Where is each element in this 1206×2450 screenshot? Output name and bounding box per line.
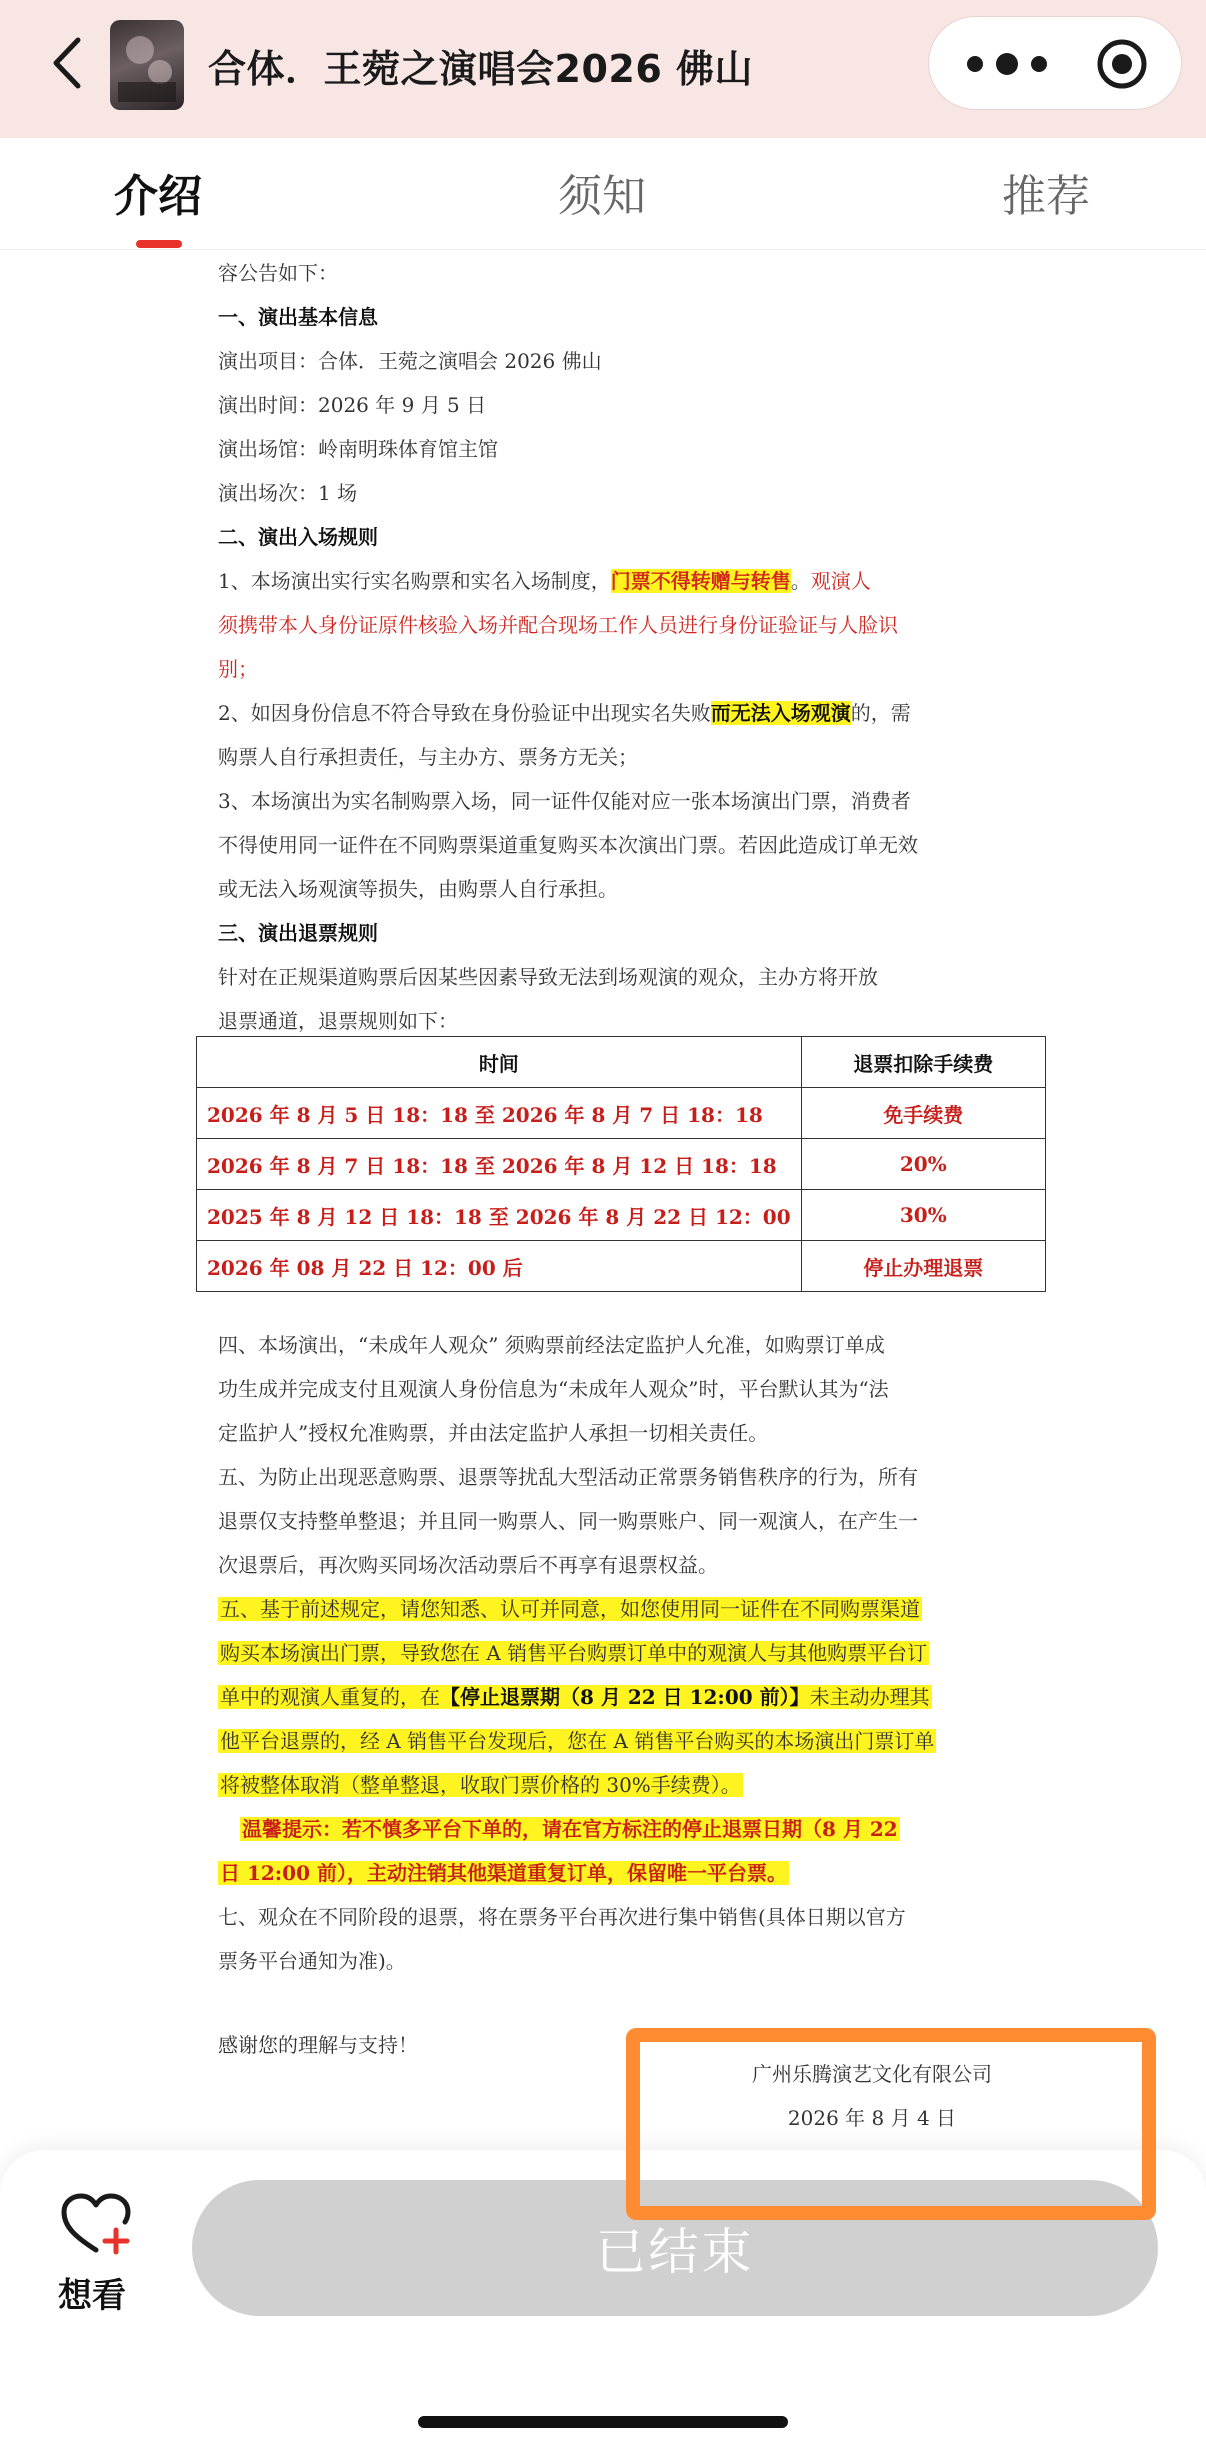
- doc-line: 容公告如下：: [218, 261, 338, 285]
- doc-text: 2、如因身份信息不符合导致在身份验证中出现实名失败: [218, 701, 711, 725]
- doc-line: 3、本场演出为实名制购票入场，同一证件仅能对应一张本场演出门票，消费者: [218, 789, 911, 813]
- doc-line: [218, 696, 911, 730]
- highlighted-text: 未主动办理其: [809, 1685, 930, 1709]
- doc-text: 的，需: [850, 701, 911, 725]
- table-row: [197, 1241, 1046, 1292]
- doc-text: 1、本场演出实行实名购票和实名入场制度，: [218, 569, 611, 593]
- table-header-time: 时间: [197, 1037, 802, 1088]
- doc-line: 或无法入场观演等损失，由购票人自行承担。: [218, 877, 618, 901]
- close-circle-icon[interactable]: [1095, 37, 1149, 91]
- doc-line: 感谢您的理解与支持！: [218, 2033, 418, 2057]
- more-dots-icon[interactable]: [957, 45, 1057, 83]
- event-thumbnail[interactable]: [110, 20, 184, 110]
- nav-bar: [0, 0, 1206, 138]
- table-header-fee: 退票扣除手续费: [801, 1037, 1045, 1088]
- table-row: [197, 1139, 1046, 1190]
- table-cell-time: 2025 年 8 月 12 日 18：18 至 2026 年 8 月 22 日 12：00: [197, 1190, 802, 1241]
- doc-line: 演出时间：2026 年 9 月 5 日: [218, 393, 487, 417]
- doc-line: 定监护人”授权允准购票，并由法定监护人承担一切相关责任。: [218, 1421, 769, 1445]
- tab-bar: [0, 138, 1206, 250]
- doc-line: 功生成并完成支付且观演人身份信息为“未成年人观众”时，平台默认其为“法: [218, 1377, 889, 1401]
- doc-line: 演出场次：1 场: [218, 481, 358, 505]
- doc-text: 。: [790, 569, 811, 593]
- section-heading: 二、演出入场规则: [218, 525, 378, 549]
- company-name: 广州乐腾演艺文化有限公司: [752, 2062, 992, 2086]
- red-text: 观演人: [810, 569, 871, 593]
- section-heading: 三、演出退票规则: [218, 921, 378, 945]
- active-tab-indicator: [136, 240, 182, 248]
- doc-line: 不得使用同一证件在不同购票渠道重复购买本次演出门票。若因此造成订单无效: [218, 833, 918, 857]
- warm-tip-line: [240, 1812, 900, 1846]
- highlighted-line: [218, 1680, 932, 1714]
- highlighted-text: 他平台退票的，经 A 销售平台发现后，您在 A 销售平台购买的本场演出门票订单: [220, 1729, 935, 1753]
- doc-line: 演出场馆：岭南明珠体育馆主馆: [218, 437, 498, 461]
- doc-line: 针对在正规渠道购票后因某些因素导致无法到场观演的观众，主办方将开放: [218, 965, 878, 989]
- warm-tip-text: 温馨提示：若不慎多平台下单的，请在官方标注的停止退票日期（8 月 22: [242, 1817, 898, 1841]
- highlighted-text: 门票不得转赠与转售: [610, 569, 791, 593]
- table-cell-fee: 免手续费: [801, 1088, 1045, 1139]
- page-title: 合体．王菀之演唱会2026 佛山: [208, 47, 753, 91]
- highlighted-text: 单中的观演人重复的，在: [220, 1685, 440, 1709]
- doc-line: 七、观众在不同阶段的退票，将在票务平台再次进行集中销售(具体日期以官方: [218, 1905, 906, 1929]
- tab-notice[interactable]: 须知: [558, 171, 646, 222]
- highlighted-text: 购买本场演出门票，导致您在 A 销售平台购票订单中的观演人与其他购票平台订: [220, 1641, 928, 1665]
- table-cell-time: 2026 年 8 月 5 日 18：18 至 2026 年 8 月 7 日 18：18: [197, 1088, 802, 1139]
- section-heading: 一、演出基本信息: [218, 305, 378, 329]
- mini-program-capsule: [928, 16, 1182, 110]
- red-text-line: 别；: [218, 657, 258, 681]
- table-cell-fee: 30%: [801, 1190, 1045, 1241]
- doc-line: [218, 564, 871, 598]
- doc-line: 退票仅支持整单整退；并且同一购票人、同一购票账户、同一观演人，在产生一: [218, 1509, 918, 1533]
- home-indicator: [418, 2416, 788, 2428]
- tab-recommend[interactable]: 推荐: [1002, 171, 1090, 222]
- doc-line: 票务平台通知为准)。: [218, 1949, 406, 1973]
- table-cell-fee: 20%: [801, 1139, 1045, 1190]
- doc-line: 退票通道，退票规则如下：: [218, 1009, 458, 1033]
- table-header-row: [197, 1037, 1046, 1088]
- annotation-highlight-box: [626, 2028, 1156, 2220]
- ended-button[interactable]: 已结束: [192, 2180, 1158, 2316]
- highlighted-line: [218, 1592, 922, 1626]
- highlighted-text: 而无法入场观演: [710, 701, 851, 725]
- table-cell-time: 2026 年 8 月 7 日 18：18 至 2026 年 8 月 12 日 18：18: [197, 1139, 802, 1190]
- table-row: [197, 1088, 1046, 1139]
- highlighted-line: [218, 1636, 929, 1670]
- red-text-line: 须携带本人身份证原件核验入场并配合现场工作人员进行身份证验证与人脸识: [218, 613, 898, 637]
- highlighted-line: [218, 1724, 936, 1758]
- warm-tip-line: [218, 1856, 789, 1890]
- table-cell-fee: 停止办理退票: [801, 1241, 1045, 1292]
- heart-plus-icon: [60, 2192, 132, 2256]
- announcement-document: [0, 250, 1206, 2160]
- doc-line: 四、本场演出，“未成年人观众” 须购票前经法定监护人允准，如购票订单成: [218, 1333, 885, 1357]
- doc-line: 购票人自行承担责任，与主办方、票务方无关；: [218, 745, 638, 769]
- signature-date: 2026 年 8 月 4 日: [787, 2106, 957, 2130]
- doc-line: 五、为防止出现恶意购票、退票等扰乱大型活动正常票务销售秩序的行为，所有: [218, 1465, 918, 1489]
- tab-intro[interactable]: 介绍: [114, 171, 202, 222]
- doc-line: 演出项目：合体．王菀之演唱会 2026 佛山: [218, 349, 602, 373]
- back-arrow-icon[interactable]: [44, 32, 92, 94]
- want-to-see-button[interactable]: [38, 2192, 158, 2322]
- highlighted-text: 将被整体取消（整单整退，收取门票价格的 30%手续费）。: [220, 1773, 741, 1797]
- highlighted-bold-text: 【停止退票期（8 月 22 日 12:00 前）】: [440, 1685, 810, 1709]
- refund-rules-table: [196, 1036, 1046, 1292]
- highlighted-line: [218, 1768, 743, 1802]
- table-cell-time: 2026 年 08 月 22 日 12：00 后: [197, 1241, 802, 1292]
- want-to-see-label: 想看: [58, 2276, 126, 2316]
- warm-tip-text: 日 12:00 前），主动注销其他渠道重复订单，保留唯一平台票。: [220, 1861, 787, 1885]
- highlighted-text: 五、基于前述规定，请您知悉、认可并同意，如您使用同一证件在不同购票渠道: [220, 1597, 920, 1621]
- doc-line: 次退票后，再次购买同场次活动票后不再享有退票权益。: [218, 1553, 718, 1577]
- highlighted-text-wrap: [218, 1685, 932, 1709]
- table-row: [197, 1190, 1046, 1241]
